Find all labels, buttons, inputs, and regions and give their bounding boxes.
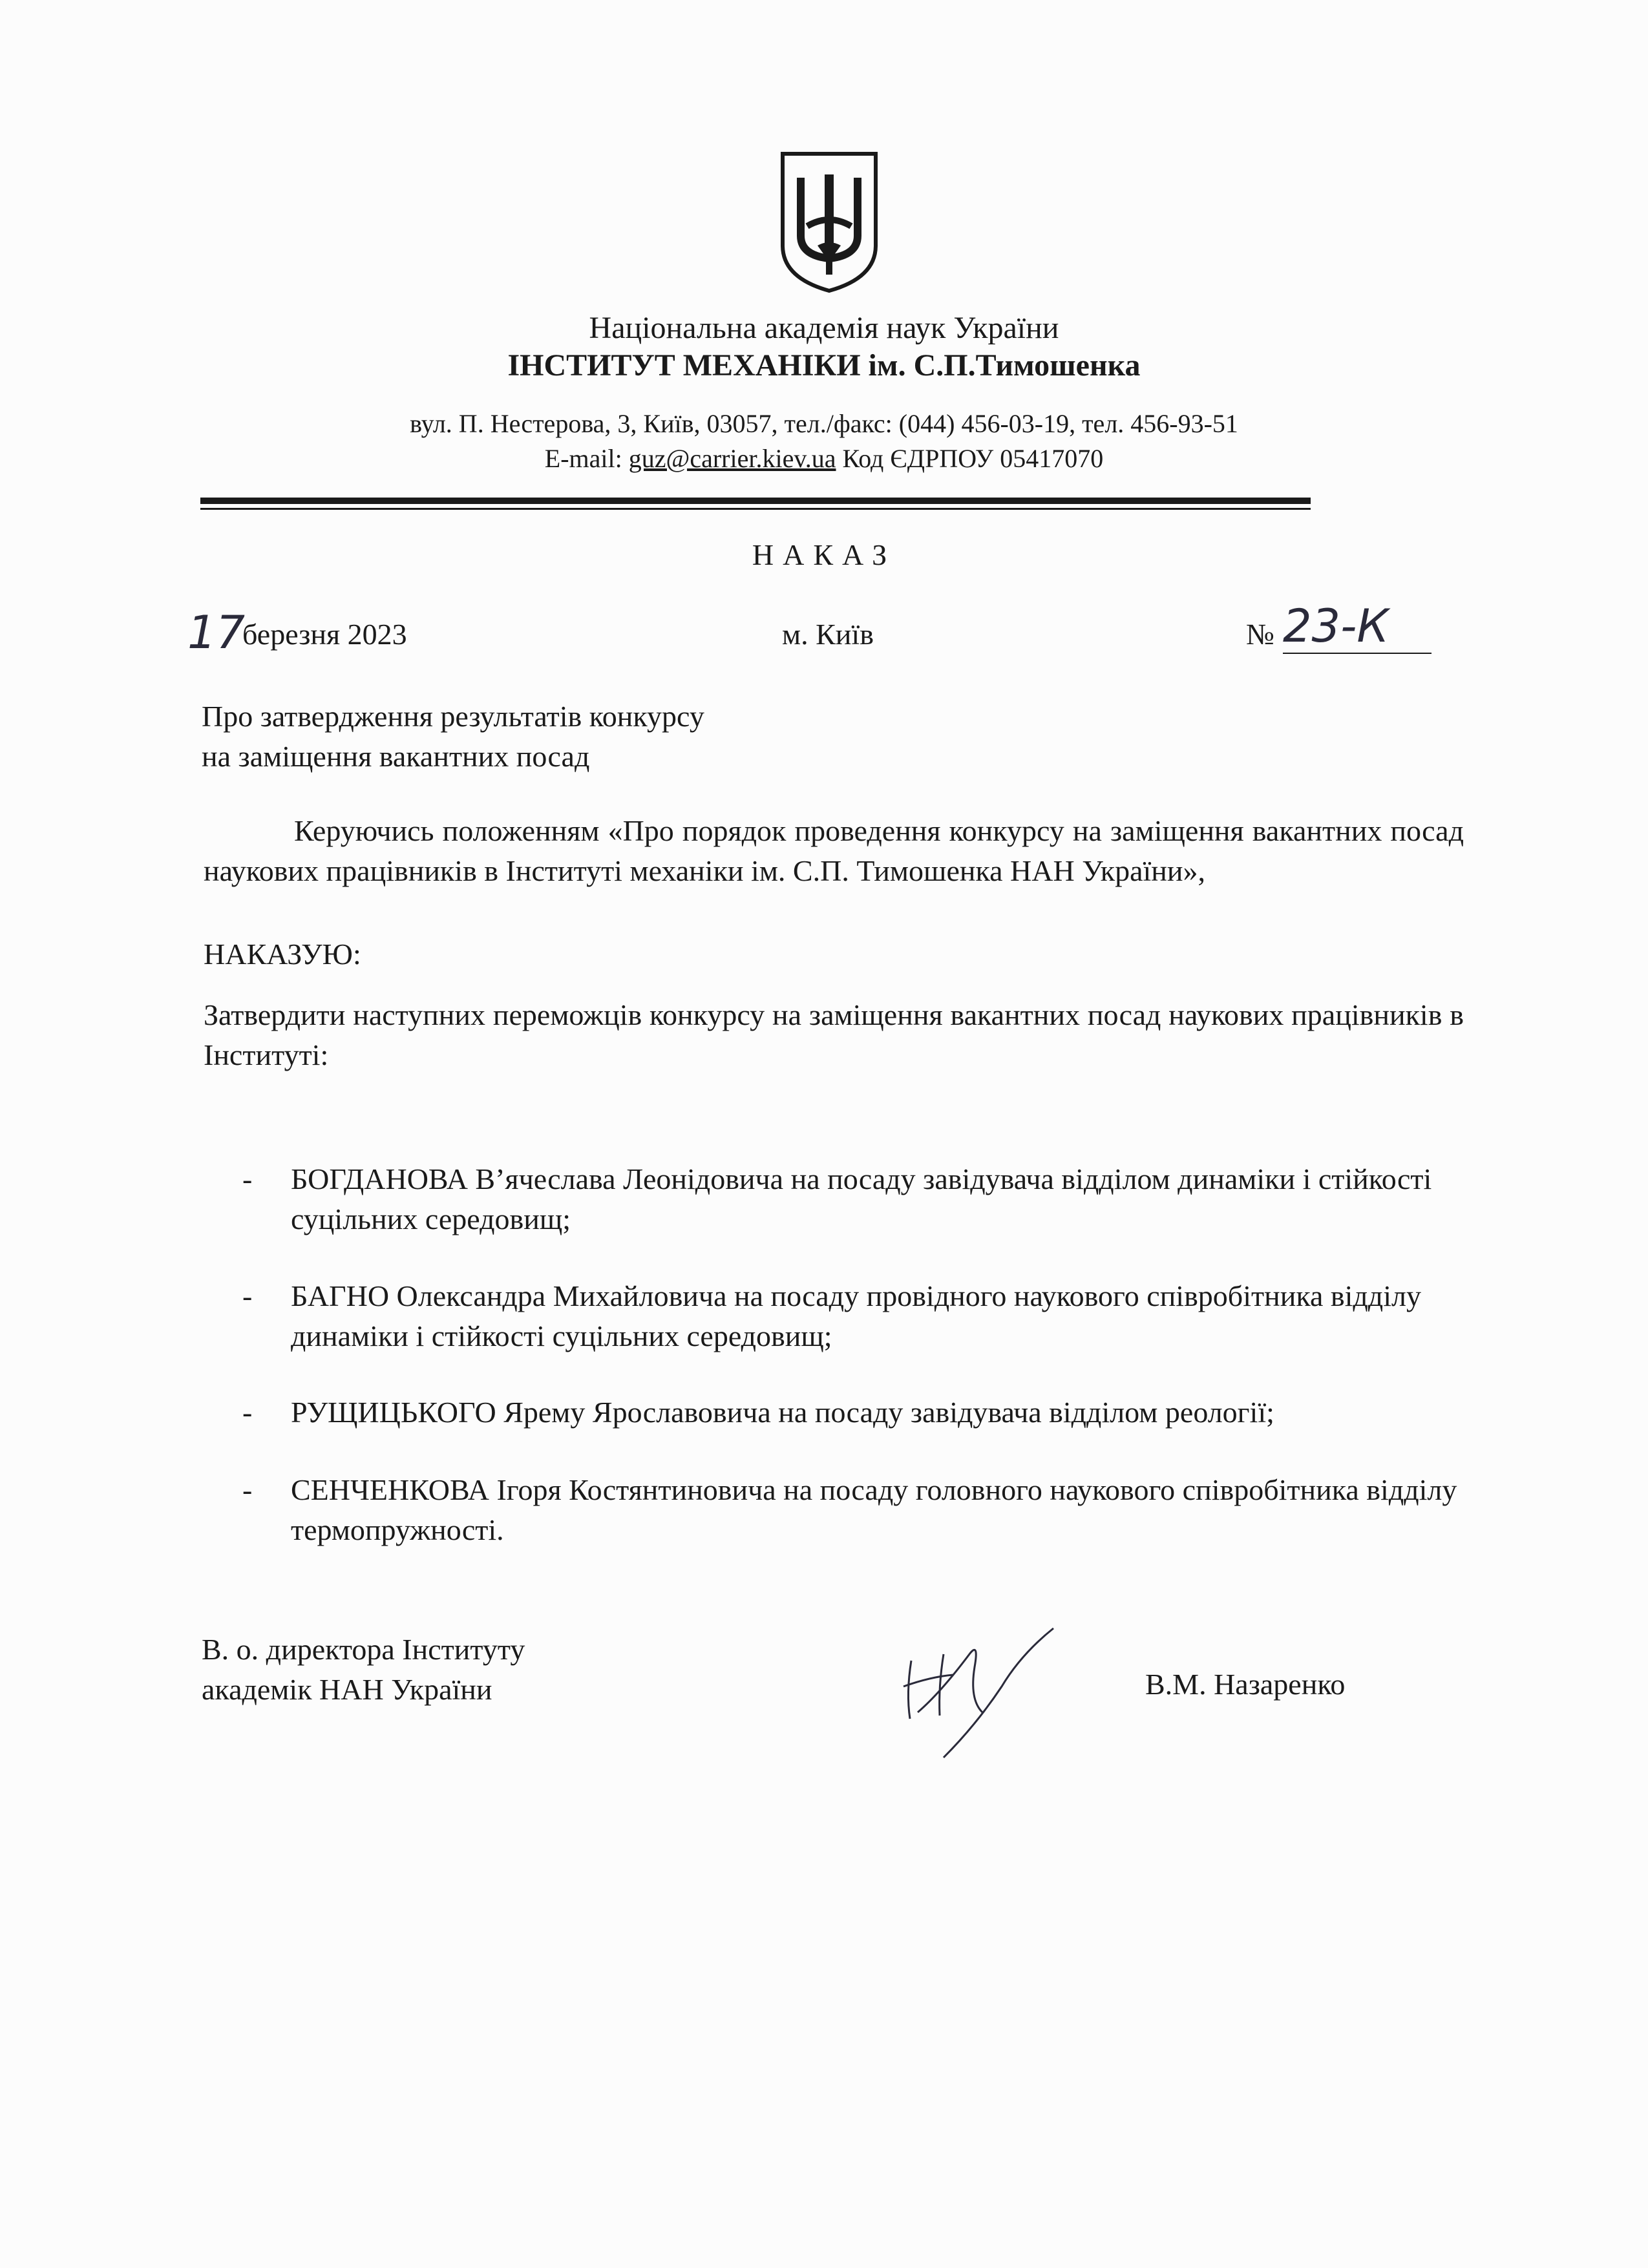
signer-position-line: академік НАН України	[202, 1673, 492, 1706]
list-item	[242, 1276, 1490, 1356]
list-item-text: СЕНЧЕНКОВА Ігоря Костянтиновича на посаду головного наукового співробітника відділу термопружності.	[291, 1473, 1457, 1546]
document-date: березня 2023	[242, 618, 407, 651]
handwritten-signature	[892, 1615, 1066, 1764]
header-divider	[200, 498, 1311, 504]
signer-name: В.М. Назаренко	[1145, 1668, 1346, 1701]
handwritten-day: 17	[187, 606, 246, 659]
trident-icon	[777, 149, 881, 294]
edrpou-code: Код ЄДРПОУ 05417070	[842, 444, 1104, 473]
basis-paragraph: Керуючись положенням «Про порядок проведення конкурсу на заміщення вакантних посад наукових працівників в Інституті механіки ім. С.П. Тимошенка НАН України»,	[204, 814, 1464, 887]
list-item-text: БАГНО Олександра Михайловича на посаду провідного наукового співробітника відділу динаміки і стійкості суцільних середовищ;	[291, 1279, 1421, 1352]
document-title: НАКАЗ	[752, 538, 896, 571]
document-city: м. Київ	[782, 618, 874, 651]
order-heading: НАКАЗУЮ:	[204, 938, 361, 971]
list-item	[242, 1159, 1490, 1239]
list-item	[242, 1470, 1490, 1550]
signer-position-line: В. о. директора Інституту	[202, 1633, 525, 1666]
order-subject	[202, 697, 704, 777]
list-item-text: РУЩИЦЬКОГО Ярему Ярославовича на посаду завідувача відділом реології;	[291, 1396, 1274, 1429]
approve-paragraph: Затвердити наступних переможців конкурсу на заміщення вакантних посад наукових працівників в Інституті:	[204, 998, 1464, 1071]
list-dash: -	[242, 1162, 253, 1195]
number-underline	[1283, 653, 1431, 654]
list-dash: -	[242, 1396, 253, 1429]
contact-line	[0, 443, 1648, 474]
header-divider-thin	[200, 508, 1311, 510]
list-dash: -	[242, 1279, 253, 1312]
list-item	[242, 1392, 1490, 1433]
institute-address: вул. П. Нестерова, 3, Київ, 03057, тел./факс: (044) 456-03-19, тел. 456-93-51	[410, 409, 1238, 438]
number-label: №	[1246, 618, 1274, 651]
email-label: E-mail:	[544, 444, 622, 473]
list-item-text: БОГДАНОВА В’ячеслава Леонідовича на посаду завідувача відділом динаміки і стійкості суцільних середовищ;	[291, 1162, 1432, 1235]
subject-line: на заміщення вакантних посад	[202, 740, 590, 773]
list-dash: -	[242, 1473, 253, 1506]
email-link[interactable]: guz@carrier.kiev.ua	[628, 444, 836, 473]
handwritten-number: 23-К	[1283, 600, 1389, 653]
institute-name: ІНСТИТУТ МЕХАНІКИ ім. С.П.Тимошенка	[507, 348, 1141, 383]
academy-name: Національна академія наук України	[589, 311, 1059, 345]
signer-position	[202, 1630, 525, 1710]
subject-line: Про затвердження результатів конкурсу	[202, 700, 704, 733]
